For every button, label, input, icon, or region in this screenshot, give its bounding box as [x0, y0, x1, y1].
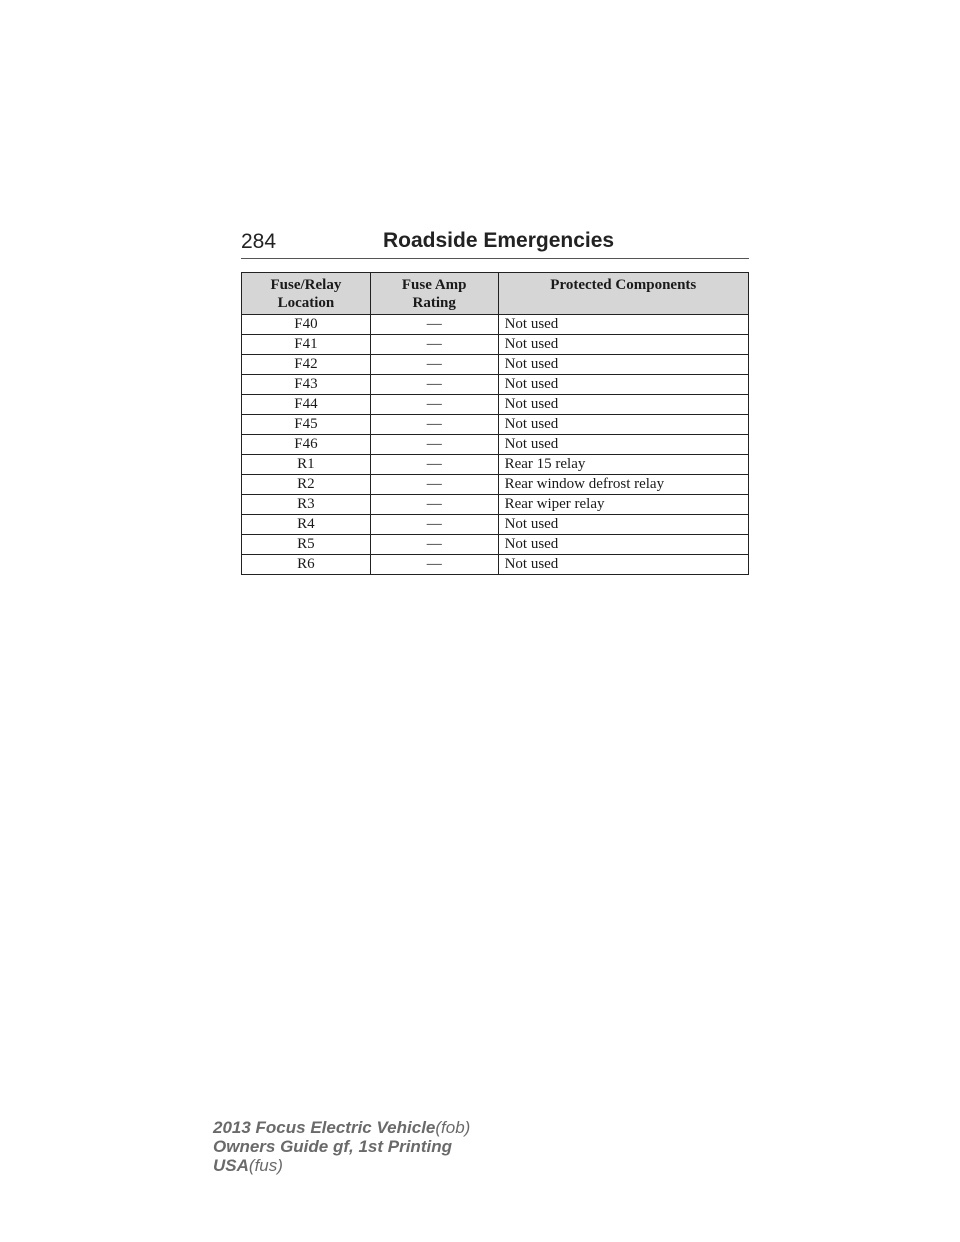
table-row: [242, 375, 749, 395]
cell-amp: —: [370, 535, 498, 555]
cell-location: R6: [242, 555, 371, 575]
cell-location: F42: [242, 355, 371, 375]
table-row: [242, 555, 749, 575]
column-header-location: Fuse/Relay Location: [242, 273, 371, 315]
table-row: [242, 395, 749, 415]
cell-amp: —: [370, 555, 498, 575]
cell-components: Rear window defrost relay: [498, 475, 748, 495]
fuse-relay-table: [241, 272, 749, 575]
column-header-amp-rating: Fuse Amp Rating: [370, 273, 498, 315]
cell-location: R2: [242, 475, 371, 495]
section-title: Roadside Emergencies: [383, 229, 615, 252]
cell-components: Not used: [498, 415, 748, 435]
footer-line-3: USA(fus): [213, 1156, 283, 1175]
table-row: [242, 435, 749, 455]
table-row: [242, 335, 749, 355]
cell-amp: —: [370, 355, 498, 375]
cell-location: F45: [242, 415, 371, 435]
cell-location: F41: [242, 335, 371, 355]
table-row: [242, 495, 749, 515]
cell-components: Rear wiper relay: [498, 495, 748, 515]
cell-location: R1: [242, 455, 371, 475]
table-row: [242, 355, 749, 375]
cell-location: R4: [242, 515, 371, 535]
table-body: [242, 315, 749, 575]
cell-amp: —: [370, 495, 498, 515]
table-row: [242, 415, 749, 435]
column-header-protected-components: Protected Components: [498, 273, 748, 315]
cell-amp: —: [370, 435, 498, 455]
table-row: [242, 515, 749, 535]
cell-components: Not used: [498, 375, 748, 395]
cell-amp: —: [370, 455, 498, 475]
cell-components: Not used: [498, 315, 748, 335]
table-row: [242, 315, 749, 335]
cell-location: F46: [242, 435, 371, 455]
cell-components: Rear 15 relay: [498, 455, 748, 475]
cell-amp: —: [370, 475, 498, 495]
cell-location: F40: [242, 315, 371, 335]
cell-components: Not used: [498, 555, 748, 575]
page-number: 284: [241, 230, 277, 253]
table-row: [242, 535, 749, 555]
cell-location: F43: [242, 375, 371, 395]
cell-amp: —: [370, 335, 498, 355]
cell-components: Not used: [498, 515, 748, 535]
cell-amp: —: [370, 395, 498, 415]
cell-components: Not used: [498, 355, 748, 375]
footer-line-1: 2013 Focus Electric Vehicle(fob): [213, 1118, 471, 1137]
cell-amp: —: [370, 375, 498, 395]
page-header: [241, 228, 749, 259]
cell-components: Not used: [498, 535, 748, 555]
cell-components: Not used: [498, 395, 748, 415]
cell-amp: —: [370, 415, 498, 435]
print-footer: [213, 1118, 470, 1175]
cell-amp: —: [370, 515, 498, 535]
table-row: [242, 475, 749, 495]
cell-location: R3: [242, 495, 371, 515]
table-header-row: [242, 273, 749, 315]
cell-components: Not used: [498, 335, 748, 355]
cell-location: R5: [242, 535, 371, 555]
cell-amp: —: [370, 315, 498, 335]
footer-line-2: Owners Guide gf, 1st Printing: [213, 1137, 452, 1156]
cell-components: Not used: [498, 435, 748, 455]
cell-location: F44: [242, 395, 371, 415]
table-row: [242, 455, 749, 475]
